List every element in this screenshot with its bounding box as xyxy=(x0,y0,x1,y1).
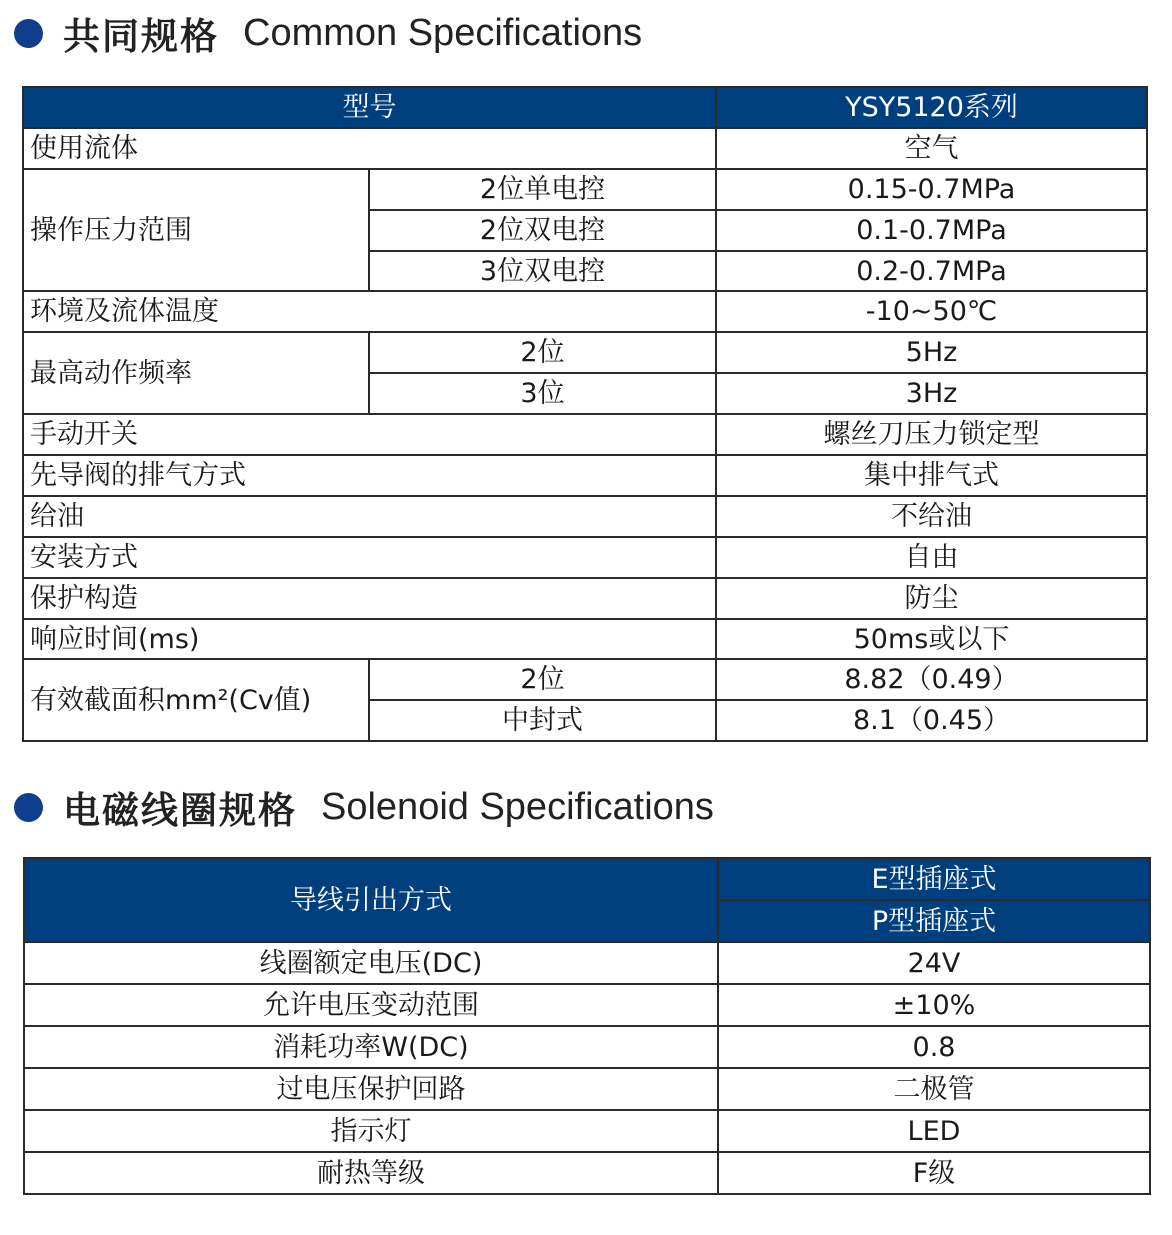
power-label: 消耗功率W(DC) xyxy=(24,1026,718,1068)
model-header: 型号 xyxy=(23,87,716,128)
pressure-value: 0.2-0.7MPa xyxy=(716,251,1147,292)
area-value: 8.82（0.49） xyxy=(716,659,1147,700)
voltage-value: 24V xyxy=(718,942,1150,984)
common-spec-title-en: Common Specifications xyxy=(243,11,643,54)
heat-class-label: 耐热等级 xyxy=(24,1152,718,1194)
table-row xyxy=(23,537,1147,578)
pressure-label: 操作压力范围 xyxy=(23,169,369,292)
table-row xyxy=(23,578,1147,619)
indicator-label: 指示灯 xyxy=(24,1110,718,1152)
manual-label: 手动开关 xyxy=(23,414,716,455)
manual-value: 螺丝刀压力锁定型 xyxy=(716,414,1147,455)
table-header-row xyxy=(24,858,1150,900)
frequency-value: 3Hz xyxy=(716,373,1147,414)
area-value: 8.1（0.45） xyxy=(716,700,1147,741)
common-spec-title-cn: 共同规格 xyxy=(63,15,219,58)
mounting-label: 安装方式 xyxy=(23,537,716,578)
common-spec-heading xyxy=(14,8,642,58)
temperature-label: 环境及流体温度 xyxy=(23,291,716,332)
socket-e-header: E型插座式 xyxy=(718,858,1150,900)
temperature-value: -10~50℃ xyxy=(716,291,1147,332)
table-row xyxy=(23,128,1147,169)
series-header: YSY5120系列 xyxy=(716,87,1147,128)
area-label: 有效截面积mm²(Cv值) xyxy=(23,659,369,741)
table-row xyxy=(23,659,1147,700)
bullet-icon xyxy=(14,793,43,822)
exhaust-label: 先导阀的排气方式 xyxy=(23,455,716,496)
solenoid-spec-title-en: Solenoid Specifications xyxy=(321,785,714,828)
solenoid-spec-table xyxy=(23,857,1151,1195)
frequency-value: 5Hz xyxy=(716,332,1147,373)
frequency-label: 最高动作频率 xyxy=(23,332,369,414)
pressure-value: 0.15-0.7MPa xyxy=(716,169,1147,210)
table-row xyxy=(24,1026,1150,1068)
table-row xyxy=(23,414,1147,455)
frequency-type: 3位 xyxy=(369,373,716,414)
lubrication-label: 给油 xyxy=(23,496,716,537)
socket-p-header: P型插座式 xyxy=(718,900,1150,942)
fluid-label: 使用流体 xyxy=(23,128,716,169)
pressure-type: 3位双电控 xyxy=(369,251,716,292)
fluid-value: 空气 xyxy=(716,128,1147,169)
voltage-label: 线圈额定电压(DC) xyxy=(24,942,718,984)
common-spec-table xyxy=(22,86,1148,742)
frequency-type: 2位 xyxy=(369,332,716,373)
table-row xyxy=(23,455,1147,496)
response-label: 响应时间(ms) xyxy=(23,619,716,660)
surge-protection-label: 过电压保护回路 xyxy=(24,1068,718,1110)
voltage-range-value: ±10% xyxy=(718,984,1150,1026)
protection-label: 保护构造 xyxy=(23,578,716,619)
mounting-value: 自由 xyxy=(716,537,1147,578)
lead-wire-header: 导线引出方式 xyxy=(24,858,718,942)
pressure-type: 2位双电控 xyxy=(369,210,716,251)
area-type: 中封式 xyxy=(369,700,716,741)
surge-protection-value: 二极管 xyxy=(718,1068,1150,1110)
power-value: 0.8 xyxy=(718,1026,1150,1068)
table-row xyxy=(24,1068,1150,1110)
bullet-icon xyxy=(14,19,43,48)
area-type: 2位 xyxy=(369,659,716,700)
table-header-row xyxy=(23,87,1147,128)
lubrication-value: 不给油 xyxy=(716,496,1147,537)
exhaust-value: 集中排气式 xyxy=(716,455,1147,496)
table-row xyxy=(23,332,1147,373)
pressure-value: 0.1-0.7MPa xyxy=(716,210,1147,251)
table-row xyxy=(23,169,1147,210)
table-row xyxy=(24,1152,1150,1194)
indicator-value: LED xyxy=(718,1110,1150,1152)
table-row xyxy=(24,984,1150,1026)
voltage-range-label: 允许电压变动范围 xyxy=(24,984,718,1026)
table-row xyxy=(23,619,1147,660)
solenoid-spec-heading xyxy=(14,782,714,832)
table-row xyxy=(24,1110,1150,1152)
table-row xyxy=(23,291,1147,332)
table-row xyxy=(24,942,1150,984)
response-value: 50ms或以下 xyxy=(716,619,1147,660)
table-row xyxy=(23,496,1147,537)
heat-class-value: F级 xyxy=(718,1152,1150,1194)
pressure-type: 2位单电控 xyxy=(369,169,716,210)
protection-value: 防尘 xyxy=(716,578,1147,619)
solenoid-spec-title-cn: 电磁线圈规格 xyxy=(63,789,297,832)
